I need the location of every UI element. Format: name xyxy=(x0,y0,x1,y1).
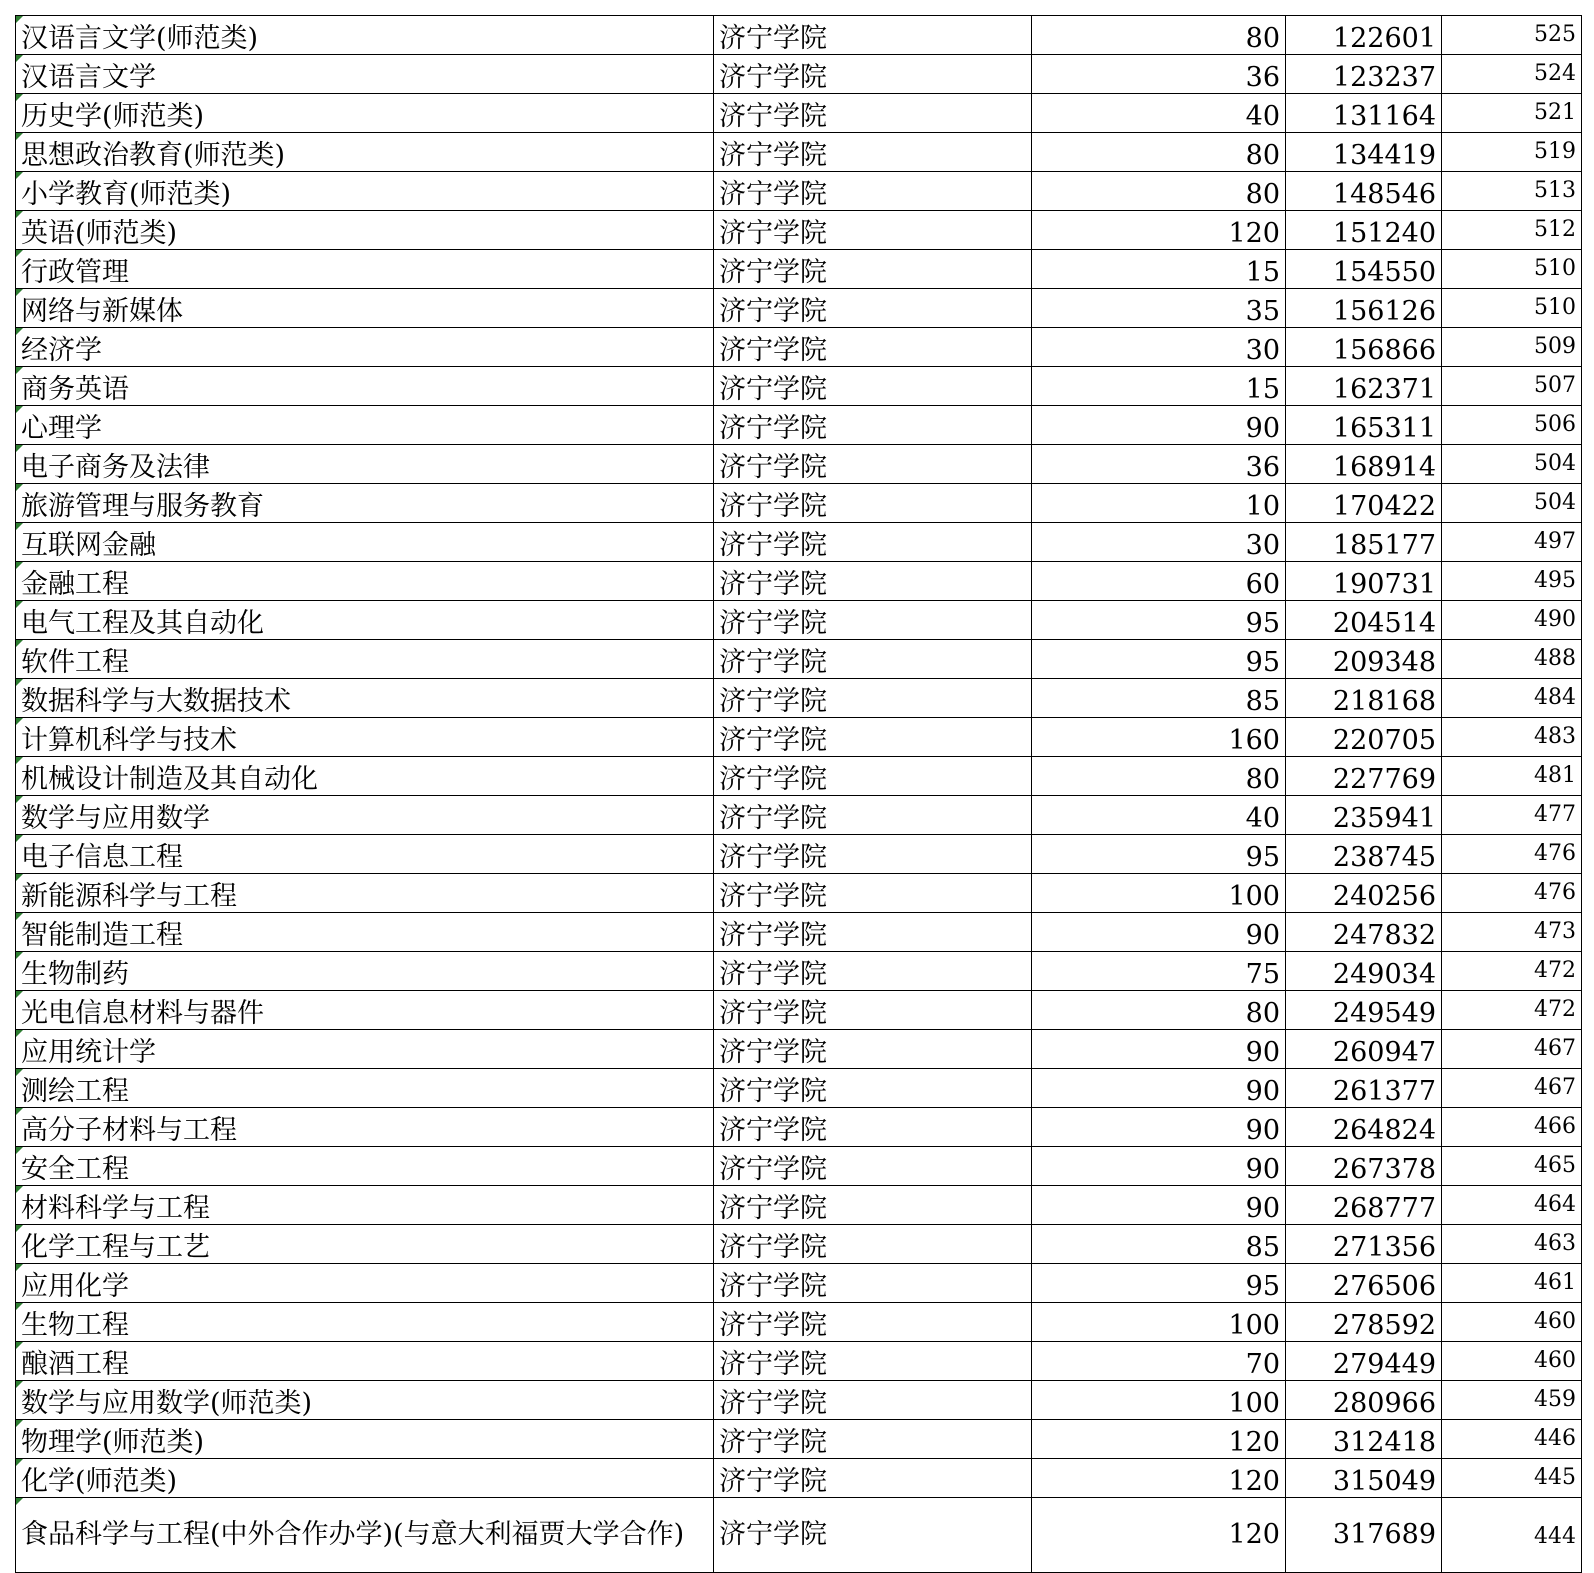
score-cell[interactable]: 472 xyxy=(1442,952,1582,991)
school-cell[interactable]: 济宁学院 xyxy=(714,289,1032,328)
major-cell[interactable]: 英语(师范类) xyxy=(16,211,714,250)
major-cell[interactable]: 化学(师范类) xyxy=(16,1459,714,1498)
table-row xyxy=(16,250,1582,289)
table-row xyxy=(16,601,1582,640)
school-cell[interactable]: 济宁学院 xyxy=(714,913,1032,952)
rank-cell[interactable]: 122601 xyxy=(1286,16,1442,55)
major-cell[interactable]: 光电信息材料与器件 xyxy=(16,991,714,1030)
rank-cell[interactable]: 267378 xyxy=(1286,1147,1442,1186)
plan-count-cell[interactable]: 40 xyxy=(1032,796,1286,835)
score-cell[interactable]: 504 xyxy=(1442,484,1582,523)
table-row xyxy=(16,835,1582,874)
table-row xyxy=(16,55,1582,94)
major-cell[interactable]: 汉语言文学(师范类) xyxy=(16,16,714,55)
major-cell[interactable]: 汉语言文学 xyxy=(16,55,714,94)
score-cell[interactable]: 507 xyxy=(1442,367,1582,406)
school-cell[interactable]: 济宁学院 xyxy=(714,874,1032,913)
plan-count-cell[interactable]: 80 xyxy=(1032,172,1286,211)
rank-cell[interactable]: 249549 xyxy=(1286,991,1442,1030)
table-row xyxy=(16,1108,1582,1147)
table-row xyxy=(16,718,1582,757)
major-cell[interactable]: 数学与应用数学(师范类) xyxy=(16,1381,714,1420)
school-cell[interactable]: 济宁学院 xyxy=(714,679,1032,718)
major-cell[interactable]: 互联网金融 xyxy=(16,523,714,562)
school-cell[interactable]: 济宁学院 xyxy=(714,16,1032,55)
plan-count-cell[interactable]: 40 xyxy=(1032,94,1286,133)
school-cell[interactable]: 济宁学院 xyxy=(714,367,1032,406)
table-row xyxy=(16,1303,1582,1342)
table-row xyxy=(16,172,1582,211)
table-row xyxy=(16,484,1582,523)
rank-cell[interactable]: 276506 xyxy=(1286,1264,1442,1303)
score-cell[interactable]: 509 xyxy=(1442,328,1582,367)
plan-count-cell[interactable]: 30 xyxy=(1032,328,1286,367)
major-cell[interactable]: 电气工程及其自动化 xyxy=(16,601,714,640)
major-cell[interactable]: 酿酒工程 xyxy=(16,1342,714,1381)
rank-cell[interactable]: 264824 xyxy=(1286,1108,1442,1147)
school-cell[interactable]: 济宁学院 xyxy=(714,523,1032,562)
score-cell[interactable]: 524 xyxy=(1442,55,1582,94)
school-cell[interactable]: 济宁学院 xyxy=(714,406,1032,445)
rank-cell[interactable]: 134419 xyxy=(1286,133,1442,172)
table-row xyxy=(16,328,1582,367)
school-cell[interactable]: 济宁学院 xyxy=(714,1303,1032,1342)
school-cell[interactable]: 济宁学院 xyxy=(714,1264,1032,1303)
school-cell[interactable]: 济宁学院 xyxy=(714,1381,1032,1420)
score-cell[interactable]: 472 xyxy=(1442,991,1582,1030)
table-row xyxy=(16,796,1582,835)
plan-count-cell[interactable]: 95 xyxy=(1032,1264,1286,1303)
school-cell[interactable]: 济宁学院 xyxy=(714,796,1032,835)
rank-cell[interactable]: 240256 xyxy=(1286,874,1442,913)
rank-cell[interactable]: 168914 xyxy=(1286,445,1442,484)
table-row xyxy=(16,1147,1582,1186)
score-cell[interactable]: 513 xyxy=(1442,172,1582,211)
major-cell[interactable]: 行政管理 xyxy=(16,250,714,289)
rank-cell[interactable]: 148546 xyxy=(1286,172,1442,211)
plan-count-cell[interactable]: 120 xyxy=(1032,211,1286,250)
score-cell[interactable]: 510 xyxy=(1442,250,1582,289)
score-cell[interactable]: 460 xyxy=(1442,1303,1582,1342)
score-cell[interactable]: 461 xyxy=(1442,1264,1582,1303)
school-cell[interactable]: 济宁学院 xyxy=(714,757,1032,796)
table-row xyxy=(16,94,1582,133)
rank-cell[interactable]: 154550 xyxy=(1286,250,1442,289)
major-cell[interactable]: 电子信息工程 xyxy=(16,835,714,874)
school-cell[interactable]: 济宁学院 xyxy=(714,952,1032,991)
table-row xyxy=(16,1225,1582,1264)
school-cell[interactable]: 济宁学院 xyxy=(714,718,1032,757)
score-cell[interactable]: 476 xyxy=(1442,835,1582,874)
major-cell[interactable]: 数学与应用数学 xyxy=(16,796,714,835)
score-cell[interactable]: 445 xyxy=(1442,1459,1582,1498)
rank-cell[interactable]: 261377 xyxy=(1286,1069,1442,1108)
rank-cell[interactable]: 220705 xyxy=(1286,718,1442,757)
plan-count-cell[interactable]: 90 xyxy=(1032,406,1286,445)
rank-cell[interactable]: 123237 xyxy=(1286,55,1442,94)
plan-count-cell[interactable]: 35 xyxy=(1032,289,1286,328)
table-row xyxy=(16,1381,1582,1420)
rank-cell[interactable]: 156126 xyxy=(1286,289,1442,328)
plan-count-cell[interactable]: 120 xyxy=(1032,1459,1286,1498)
plan-count-cell[interactable]: 60 xyxy=(1032,562,1286,601)
plan-count-cell[interactable]: 10 xyxy=(1032,484,1286,523)
plan-count-cell[interactable]: 36 xyxy=(1032,55,1286,94)
table-row xyxy=(16,523,1582,562)
table-row xyxy=(16,406,1582,445)
table-row xyxy=(16,1030,1582,1069)
plan-count-cell[interactable]: 120 xyxy=(1032,1420,1286,1459)
school-cell[interactable]: 济宁学院 xyxy=(714,1186,1032,1225)
table-row xyxy=(16,16,1582,55)
table-row xyxy=(16,952,1582,991)
major-cell[interactable]: 历史学(师范类) xyxy=(16,94,714,133)
score-cell[interactable]: 481 xyxy=(1442,757,1582,796)
rank-cell[interactable]: 279449 xyxy=(1286,1342,1442,1381)
major-cell[interactable]: 安全工程 xyxy=(16,1147,714,1186)
rank-cell[interactable]: 190731 xyxy=(1286,562,1442,601)
plan-count-cell[interactable]: 30 xyxy=(1032,523,1286,562)
school-cell[interactable]: 济宁学院 xyxy=(714,172,1032,211)
rank-cell[interactable]: 312418 xyxy=(1286,1420,1442,1459)
score-cell[interactable]: 512 xyxy=(1442,211,1582,250)
table-row xyxy=(16,289,1582,328)
major-cell[interactable]: 高分子材料与工程 xyxy=(16,1108,714,1147)
school-cell[interactable]: 济宁学院 xyxy=(714,55,1032,94)
table-row xyxy=(16,1342,1582,1381)
school-cell[interactable]: 济宁学院 xyxy=(714,835,1032,874)
major-cell[interactable]: 小学教育(师范类) xyxy=(16,172,714,211)
table-row xyxy=(16,1498,1582,1573)
score-cell[interactable]: 525 xyxy=(1442,16,1582,55)
school-cell[interactable]: 济宁学院 xyxy=(714,445,1032,484)
rank-cell[interactable]: 131164 xyxy=(1286,94,1442,133)
rank-cell[interactable]: 209348 xyxy=(1286,640,1442,679)
major-cell[interactable]: 软件工程 xyxy=(16,640,714,679)
major-cell[interactable]: 食品科学与工程(中外合作办学)(与意大利福贾大学合作) xyxy=(16,1498,714,1573)
major-cell[interactable]: 心理学 xyxy=(16,406,714,445)
rank-cell[interactable]: 170422 xyxy=(1286,484,1442,523)
school-cell[interactable]: 济宁学院 xyxy=(714,484,1032,523)
major-cell[interactable]: 机械设计制造及其自动化 xyxy=(16,757,714,796)
table-row xyxy=(16,757,1582,796)
table-row xyxy=(16,913,1582,952)
table-row xyxy=(16,679,1582,718)
rank-cell[interactable]: 238745 xyxy=(1286,835,1442,874)
score-cell[interactable]: 510 xyxy=(1442,289,1582,328)
plan-count-cell[interactable]: 90 xyxy=(1032,1069,1286,1108)
major-cell[interactable]: 应用化学 xyxy=(16,1264,714,1303)
major-cell[interactable]: 思想政治教育(师范类) xyxy=(16,133,714,172)
plan-count-cell[interactable]: 90 xyxy=(1032,913,1286,952)
score-cell[interactable]: 484 xyxy=(1442,679,1582,718)
table-row xyxy=(16,874,1582,913)
table-row xyxy=(16,367,1582,406)
score-cell[interactable]: 463 xyxy=(1442,1225,1582,1264)
plan-count-cell[interactable]: 15 xyxy=(1032,367,1286,406)
major-cell[interactable]: 测绘工程 xyxy=(16,1069,714,1108)
table-row xyxy=(16,1069,1582,1108)
school-cell[interactable]: 济宁学院 xyxy=(714,601,1032,640)
score-cell[interactable]: 467 xyxy=(1442,1069,1582,1108)
plan-count-cell[interactable]: 80 xyxy=(1032,991,1286,1030)
major-cell[interactable]: 应用统计学 xyxy=(16,1030,714,1069)
major-cell[interactable]: 智能制造工程 xyxy=(16,913,714,952)
school-cell[interactable]: 济宁学院 xyxy=(714,328,1032,367)
table-row xyxy=(16,133,1582,172)
major-cell[interactable]: 商务英语 xyxy=(16,367,714,406)
table-row xyxy=(16,445,1582,484)
score-cell[interactable]: 495 xyxy=(1442,562,1582,601)
score-cell[interactable]: 490 xyxy=(1442,601,1582,640)
school-cell[interactable]: 济宁学院 xyxy=(714,1069,1032,1108)
score-cell[interactable]: 465 xyxy=(1442,1147,1582,1186)
major-cell[interactable]: 数据科学与大数据技术 xyxy=(16,679,714,718)
plan-count-cell[interactable]: 90 xyxy=(1032,1030,1286,1069)
plan-count-cell[interactable]: 90 xyxy=(1032,1147,1286,1186)
major-cell[interactable]: 新能源科学与工程 xyxy=(16,874,714,913)
school-cell[interactable]: 济宁学院 xyxy=(714,1420,1032,1459)
major-cell[interactable]: 电子商务及法律 xyxy=(16,445,714,484)
major-cell[interactable]: 计算机科学与技术 xyxy=(16,718,714,757)
rank-cell[interactable]: 249034 xyxy=(1286,952,1442,991)
score-cell[interactable]: 497 xyxy=(1442,523,1582,562)
rank-cell[interactable]: 280966 xyxy=(1286,1381,1442,1420)
major-cell[interactable]: 旅游管理与服务教育 xyxy=(16,484,714,523)
school-cell[interactable]: 济宁学院 xyxy=(714,640,1032,679)
rank-cell[interactable]: 227769 xyxy=(1286,757,1442,796)
score-cell[interactable]: 466 xyxy=(1442,1108,1582,1147)
rank-cell[interactable]: 156866 xyxy=(1286,328,1442,367)
table-row xyxy=(16,1264,1582,1303)
score-cell[interactable]: 519 xyxy=(1442,133,1582,172)
major-cell[interactable]: 化学工程与工艺 xyxy=(16,1225,714,1264)
major-cell[interactable]: 网络与新媒体 xyxy=(16,289,714,328)
plan-count-cell[interactable]: 70 xyxy=(1032,1342,1286,1381)
score-cell[interactable]: 521 xyxy=(1442,94,1582,133)
school-cell[interactable]: 济宁学院 xyxy=(714,1108,1032,1147)
rank-cell[interactable]: 235941 xyxy=(1286,796,1442,835)
score-cell[interactable]: 459 xyxy=(1442,1381,1582,1420)
score-cell[interactable]: 506 xyxy=(1442,406,1582,445)
plan-count-cell[interactable]: 36 xyxy=(1032,445,1286,484)
school-cell[interactable]: 济宁学院 xyxy=(714,1459,1032,1498)
school-cell[interactable]: 济宁学院 xyxy=(714,211,1032,250)
table-row xyxy=(16,1186,1582,1225)
plan-count-cell[interactable]: 95 xyxy=(1032,640,1286,679)
plan-count-cell[interactable]: 160 xyxy=(1032,718,1286,757)
plan-count-cell[interactable]: 80 xyxy=(1032,757,1286,796)
rank-cell[interactable]: 247832 xyxy=(1286,913,1442,952)
school-cell[interactable]: 济宁学院 xyxy=(714,1147,1032,1186)
school-cell[interactable]: 济宁学院 xyxy=(714,1225,1032,1264)
rank-cell[interactable]: 260947 xyxy=(1286,1030,1442,1069)
rank-cell[interactable]: 185177 xyxy=(1286,523,1442,562)
major-cell[interactable]: 金融工程 xyxy=(16,562,714,601)
school-cell[interactable]: 济宁学院 xyxy=(714,1498,1032,1573)
rank-cell[interactable]: 151240 xyxy=(1286,211,1442,250)
table-row xyxy=(16,211,1582,250)
school-cell[interactable]: 济宁学院 xyxy=(714,250,1032,289)
rank-cell[interactable]: 315049 xyxy=(1286,1459,1442,1498)
rank-cell[interactable]: 271356 xyxy=(1286,1225,1442,1264)
plan-count-cell[interactable]: 15 xyxy=(1032,250,1286,289)
plan-count-cell[interactable]: 95 xyxy=(1032,601,1286,640)
plan-count-cell[interactable]: 85 xyxy=(1032,1225,1286,1264)
major-cell[interactable]: 材料科学与工程 xyxy=(16,1186,714,1225)
table-row xyxy=(16,640,1582,679)
admission-table xyxy=(15,15,1582,1573)
rank-cell[interactable]: 268777 xyxy=(1286,1186,1442,1225)
score-cell[interactable]: 444 xyxy=(1442,1498,1582,1573)
school-cell[interactable]: 济宁学院 xyxy=(714,133,1032,172)
plan-count-cell[interactable]: 100 xyxy=(1032,874,1286,913)
major-cell[interactable]: 生物工程 xyxy=(16,1303,714,1342)
school-cell[interactable]: 济宁学院 xyxy=(714,991,1032,1030)
school-cell[interactable]: 济宁学院 xyxy=(714,1030,1032,1069)
score-cell[interactable]: 473 xyxy=(1442,913,1582,952)
rank-cell[interactable]: 204514 xyxy=(1286,601,1442,640)
plan-count-cell[interactable]: 90 xyxy=(1032,1186,1286,1225)
score-cell[interactable]: 464 xyxy=(1442,1186,1582,1225)
rank-cell[interactable]: 162371 xyxy=(1286,367,1442,406)
table-row xyxy=(16,991,1582,1030)
score-cell[interactable]: 504 xyxy=(1442,445,1582,484)
plan-count-cell[interactable]: 120 xyxy=(1032,1498,1286,1573)
major-cell[interactable]: 物理学(师范类) xyxy=(16,1420,714,1459)
plan-count-cell[interactable]: 80 xyxy=(1032,16,1286,55)
score-cell[interactable]: 476 xyxy=(1442,874,1582,913)
plan-count-cell[interactable]: 95 xyxy=(1032,835,1286,874)
rank-cell[interactable]: 165311 xyxy=(1286,406,1442,445)
score-cell[interactable]: 460 xyxy=(1442,1342,1582,1381)
table-row xyxy=(16,1459,1582,1498)
score-cell[interactable]: 446 xyxy=(1442,1420,1582,1459)
score-cell[interactable]: 477 xyxy=(1442,796,1582,835)
plan-count-cell[interactable]: 100 xyxy=(1032,1303,1286,1342)
plan-count-cell[interactable]: 75 xyxy=(1032,952,1286,991)
score-cell[interactable]: 488 xyxy=(1442,640,1582,679)
plan-count-cell[interactable]: 100 xyxy=(1032,1381,1286,1420)
plan-count-cell[interactable]: 85 xyxy=(1032,679,1286,718)
score-cell[interactable]: 483 xyxy=(1442,718,1582,757)
score-cell[interactable]: 467 xyxy=(1442,1030,1582,1069)
table-row xyxy=(16,1420,1582,1459)
school-cell[interactable]: 济宁学院 xyxy=(714,94,1032,133)
plan-count-cell[interactable]: 80 xyxy=(1032,133,1286,172)
table-body xyxy=(16,16,1582,1573)
major-cell[interactable]: 生物制药 xyxy=(16,952,714,991)
table-row xyxy=(16,562,1582,601)
major-cell[interactable]: 经济学 xyxy=(16,328,714,367)
plan-count-cell[interactable]: 90 xyxy=(1032,1108,1286,1147)
rank-cell[interactable]: 278592 xyxy=(1286,1303,1442,1342)
rank-cell[interactable]: 317689 xyxy=(1286,1498,1442,1573)
school-cell[interactable]: 济宁学院 xyxy=(714,1342,1032,1381)
rank-cell[interactable]: 218168 xyxy=(1286,679,1442,718)
school-cell[interactable]: 济宁学院 xyxy=(714,562,1032,601)
